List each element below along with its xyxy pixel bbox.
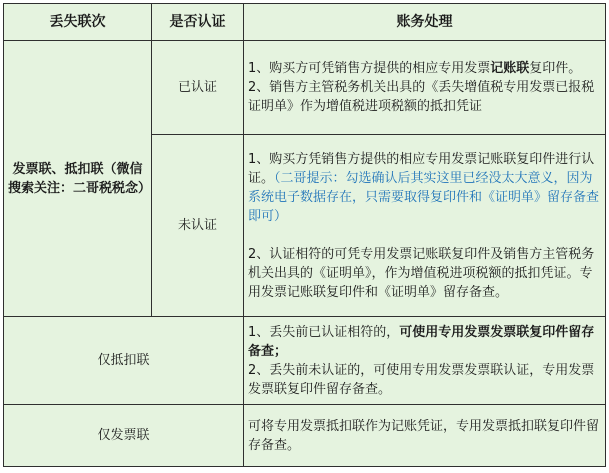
- text-span: 1、购买方可凭销售方提供的相应专用发票: [248, 61, 491, 76]
- invoice-only-paragraph: 可将专用发票抵扣联作为记账凭证，专用发票抵扣联复印件留存备查。: [248, 418, 600, 453]
- text-span: 1、丢失前已认证相符的，: [248, 324, 400, 340]
- table-row: [4, 317, 606, 405]
- header-verified-status: 是否认证: [152, 4, 244, 41]
- tip-note: （二哥提示：勾选确认后其实这里已经没太大意义，因为系统电子数据存在，只需要取得复印件和《证明单》留存备查即可）: [248, 170, 600, 224]
- paragraph-gap: [248, 226, 601, 245]
- unverified-paragraph-1: [248, 150, 601, 226]
- invoice-only-accounting: [244, 405, 606, 467]
- unverified-label: 未认证: [152, 135, 244, 317]
- header-lost-copy: 丢失联次: [4, 4, 152, 41]
- table-row: [4, 41, 606, 135]
- row-label-deduction-only: 仅抵扣联: [4, 317, 244, 405]
- bold-span: 可使用专用发票发票联复印件留存备查；: [248, 324, 595, 359]
- deduction-only-paragraph-1: [248, 323, 601, 361]
- deduction-only-paragraph-2: 2、丢失前未认证的，可使用专用发票发票联认证，专用发票发票联复印件留存备查。: [248, 362, 595, 397]
- row-label-invoice-and-deduction: 发票联、抵扣联（微信搜索关注：二哥税税念）: [4, 41, 152, 317]
- verified-paragraph-2: 2、销售方主管税务机关出具的《丢失增值税专用发票已报税证明单》作为增值税进项税额的抵扣凭证: [248, 80, 595, 114]
- unverified-paragraph-2: 2、认证相符的可凭专用发票记账联复印件及销售方主管税务机关出具的《证明单》，作为增值税进项税额的抵扣凭证。专用发票记账联复印件和《证明单》留存备查。: [248, 246, 595, 300]
- table-row: [4, 405, 606, 467]
- verified-label: 已认证: [152, 41, 244, 135]
- bold-span: 记账联: [490, 61, 530, 76]
- row-label-invoice-only: 仅发票联: [4, 405, 244, 467]
- verified-accounting: [244, 41, 606, 135]
- verified-paragraph-1: [248, 59, 601, 78]
- deduction-only-accounting: [244, 317, 606, 405]
- unverified-accounting: [244, 135, 606, 317]
- text-span: 1、购买方凭销售方提供的相应专用发票记账联复印件进行认证。: [248, 151, 595, 186]
- lost-invoice-table: [3, 3, 606, 467]
- text-span: 复印件。: [529, 61, 582, 76]
- header-accounting: 账务处理: [244, 4, 606, 41]
- table-header-row: [4, 4, 606, 41]
